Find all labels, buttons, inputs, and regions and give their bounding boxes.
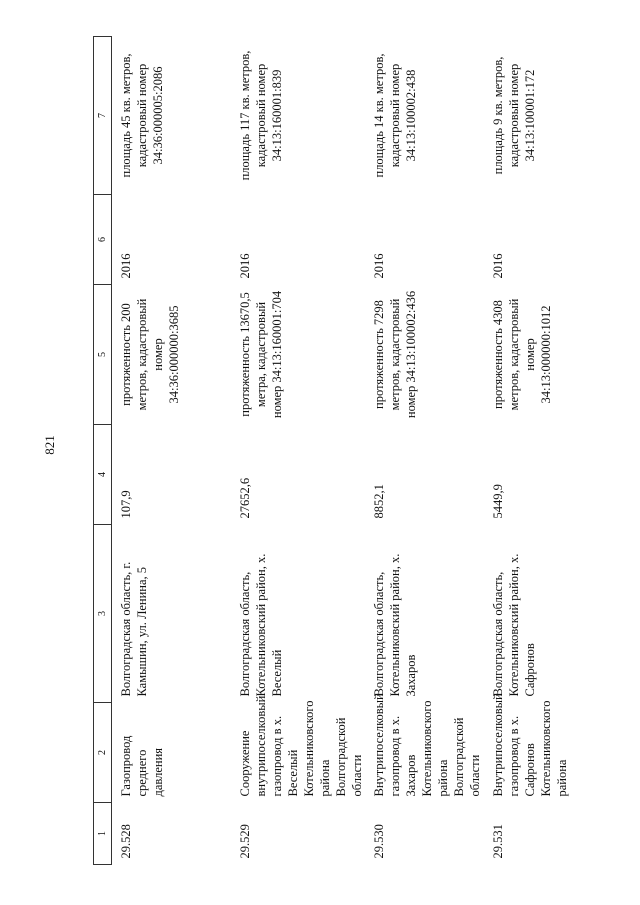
object-area: площадь 9 кв. метров, кадастровый номер 34:13:100001:172 — [491, 56, 537, 175]
column-header: 2 — [94, 703, 112, 803]
object-name: Внутрипоселковый газопровод в х. Сафронов Котельниковского района — [491, 693, 569, 797]
table-row — [231, 37, 365, 865]
object-name: Внутрипоселковый газопровод в х. Захаров Котельниковского района Волгоградской области — [372, 693, 482, 797]
rotated-table-canvas — [93, 37, 613, 865]
object-year: 2016 — [238, 253, 252, 279]
object-year: 2016 — [491, 253, 505, 279]
column-header: 3 — [94, 525, 112, 703]
object-year: 2016 — [119, 253, 133, 279]
column-header: 6 — [94, 195, 112, 285]
row-number: 29.530 — [372, 824, 386, 859]
column-header: 4 — [94, 425, 112, 525]
object-address: Волгоградская область, Котельниковский район, х. Сафронов — [491, 553, 537, 697]
column-header: 1 — [94, 803, 112, 865]
object-length: протяженность 13670,5 метра, кадастровый номер 34:13:160001:704 — [238, 290, 284, 419]
row-number: 29.529 — [238, 824, 252, 859]
object-address: Волгоградская область, г. Камышин, ул. Ленина, 5 — [119, 561, 149, 697]
object-value: 5449,9 — [491, 484, 505, 519]
table-row — [112, 37, 232, 865]
object-name: Сооружение внутрипоселковый газопровод в х. Веселый Котельниковского района Волгоградской области — [238, 695, 364, 797]
object-value: 8852,1 — [372, 484, 386, 519]
table-row — [365, 37, 484, 865]
row-number: 29.531 — [491, 824, 505, 859]
object-length: протяженность 200 метров, кадастровый номер 34:36:000000:3685 — [119, 298, 181, 411]
object-address: Волгоградская область, Котельниковский район, х. Захаров — [372, 553, 418, 697]
object-area: площадь 14 кв. метров, кадастровый номер 34:13:100002:438 — [372, 53, 418, 178]
object-name: Газопровод среднего давления — [119, 735, 165, 797]
object-address: Волгоградская область, Котельниковский район, х. Веселый — [238, 553, 284, 697]
column-header: 7 — [94, 37, 112, 195]
object-area: площадь 117 кв. метров, кадастровый номер 34:13:160001:839 — [238, 50, 284, 181]
object-area: площадь 45 кв. метров, кадастровый номер 34:36:000005:2086 — [119, 53, 165, 178]
object-length: протяженность 7298 метров, кадастровый номер 34:13:100002:436 — [372, 290, 418, 419]
object-value: 27652,6 — [238, 477, 252, 519]
header-row — [94, 37, 112, 865]
object-length: протяженность 4308 метров, кадастровый номер 34:13:000000:1012 — [491, 298, 553, 411]
object-value: 107,9 — [119, 490, 133, 519]
registry-table — [93, 36, 603, 865]
row-number: 29.528 — [119, 824, 133, 859]
document-table-wrapper — [93, 37, 613, 865]
page-number: 821 — [42, 435, 57, 455]
column-header: 5 — [94, 285, 112, 425]
table-row — [484, 37, 603, 865]
object-year: 2016 — [372, 253, 386, 279]
